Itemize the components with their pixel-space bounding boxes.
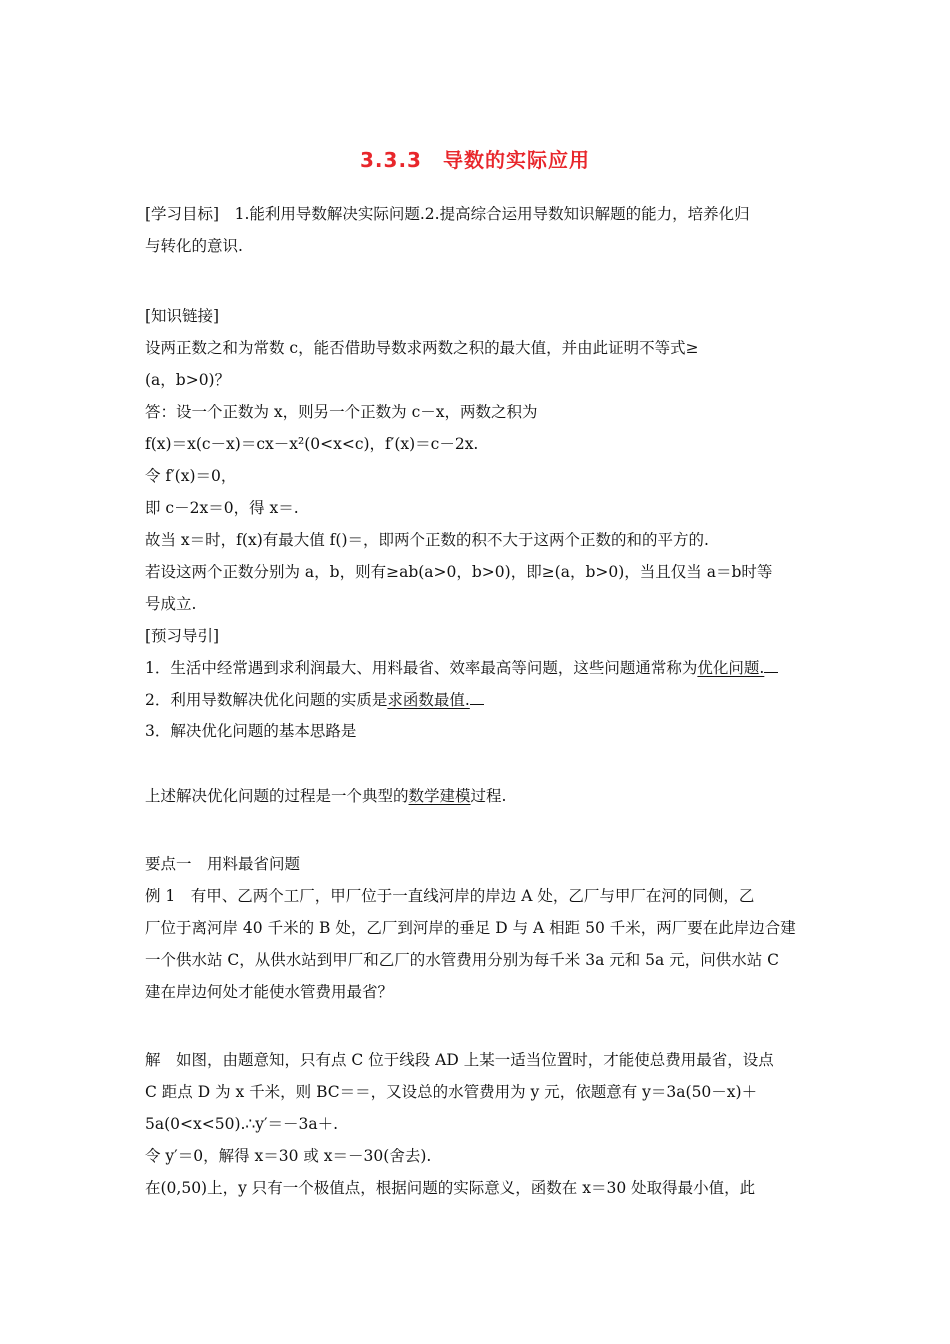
knowledge-line-4: f(x)＝x(c－x)＝cx－x²(0<x<c)，f′(x)＝c－2x. (145, 435, 479, 453)
knowledge-heading: [知识链接] (145, 307, 220, 325)
example-line-2: 厂位于离河岸 40 千米的 B 处，乙厂到河岸的垂足 D 与 A 相距 50 千米，两厂要在此岸边合建 (145, 919, 796, 937)
knowledge-line-1: 设两正数之和为常数 c，能否借助导数求两数之积的最大值，并由此证明不等式≥ (145, 339, 699, 357)
preview-summary-text: 上述解决优化问题的过程是一个典型的 (145, 787, 409, 805)
preview-item-2-answer: 求函数最值. (387, 691, 470, 709)
example-line-4: 建在岸边何处才能使水管费用最省？ (145, 983, 394, 1001)
knowledge-line-5: 令 f′(x)＝0， (145, 467, 237, 485)
objectives-line-2: 与转化的意识. (145, 237, 243, 255)
answer-blank (470, 690, 484, 705)
knowledge-line-6: 即 c－2x＝0，得 x＝. (145, 499, 299, 517)
solution-line-5: 在(0,50)上，y 只有一个极值点，根据问题的实际意义，函数在 x＝30 处取得最小值，此 (145, 1179, 756, 1197)
preview-heading: [预习导引] (145, 627, 220, 645)
preview-item-3: 3．解决优化问题的基本思路是 (145, 722, 357, 740)
objectives-line-1: [学习目标] 1.能利用导数解决实际问题.2.提高综合运用导数知识解题的能力，培养化归 (145, 205, 750, 223)
preview-item-1 (145, 658, 825, 678)
preview-item-2-text: 2．利用导数解决优化问题的实质是 (145, 691, 388, 709)
solution-line-1: 解 如图，由题意知，只有点 C 位于线段 AD 上某一适当位置时，才能使总费用最省，设点 (145, 1051, 774, 1069)
example-line-1: 例 1 有甲、乙两个工厂，甲厂位于一直线河岸的岸边 A 处，乙厂与甲厂在河的同侧，乙 (145, 887, 755, 905)
preview-summary-suffix: 过程. (470, 787, 507, 805)
knowledge-line-8: 若设这两个正数分别为 a，b，则有≥ab(a>0，b>0)，即≥(a，b>0)，当且仅当 a＝b时等 (145, 563, 773, 581)
answer-blank (764, 658, 778, 673)
knowledge-line-7: 故当 x＝时，f(x)有最大值 f()＝，即两个正数的积不大于这两个正数的和的平方的. (145, 531, 709, 549)
example-line-3: 一个供水站 C，从供水站到甲厂和乙厂的水管费用分别为每千米 3a 元和 5a 元，问供水站 C (145, 951, 779, 969)
solution-line-2: C 距点 D 为 x 千米，则 BC＝＝，又设总的水管费用为 y 元，依题意有 y＝3a(50－x)＋ (145, 1083, 758, 1101)
knowledge-line-2: (a，b>0)？ (145, 371, 231, 389)
knowledge-line-3: 答：设一个正数为 x，则另一个正数为 c－x，两数之积为 (145, 403, 538, 421)
preview-item-1-text: 1．生活中经常遇到求利润最大、用料最省、效率最高等问题，这些问题通常称为 (145, 659, 698, 677)
solution-line-4: 令 y′＝0，解得 x＝30 或 x＝－30(舍去). (145, 1147, 432, 1165)
solution-line-3: 5a(0<x<50).∴y′＝－3a＋. (145, 1115, 339, 1133)
preview-summary-answer: 数学建模 (408, 787, 471, 805)
preview-item-1-answer: 优化问题. (697, 659, 765, 677)
keypoint-heading: 要点一 用料最省问题 (145, 855, 301, 873)
knowledge-line-9: 号成立. (145, 595, 197, 613)
preview-item-2 (145, 690, 825, 710)
preview-summary (145, 786, 825, 806)
page-title: 3.3.3 导数的实际应用 (360, 148, 590, 172)
